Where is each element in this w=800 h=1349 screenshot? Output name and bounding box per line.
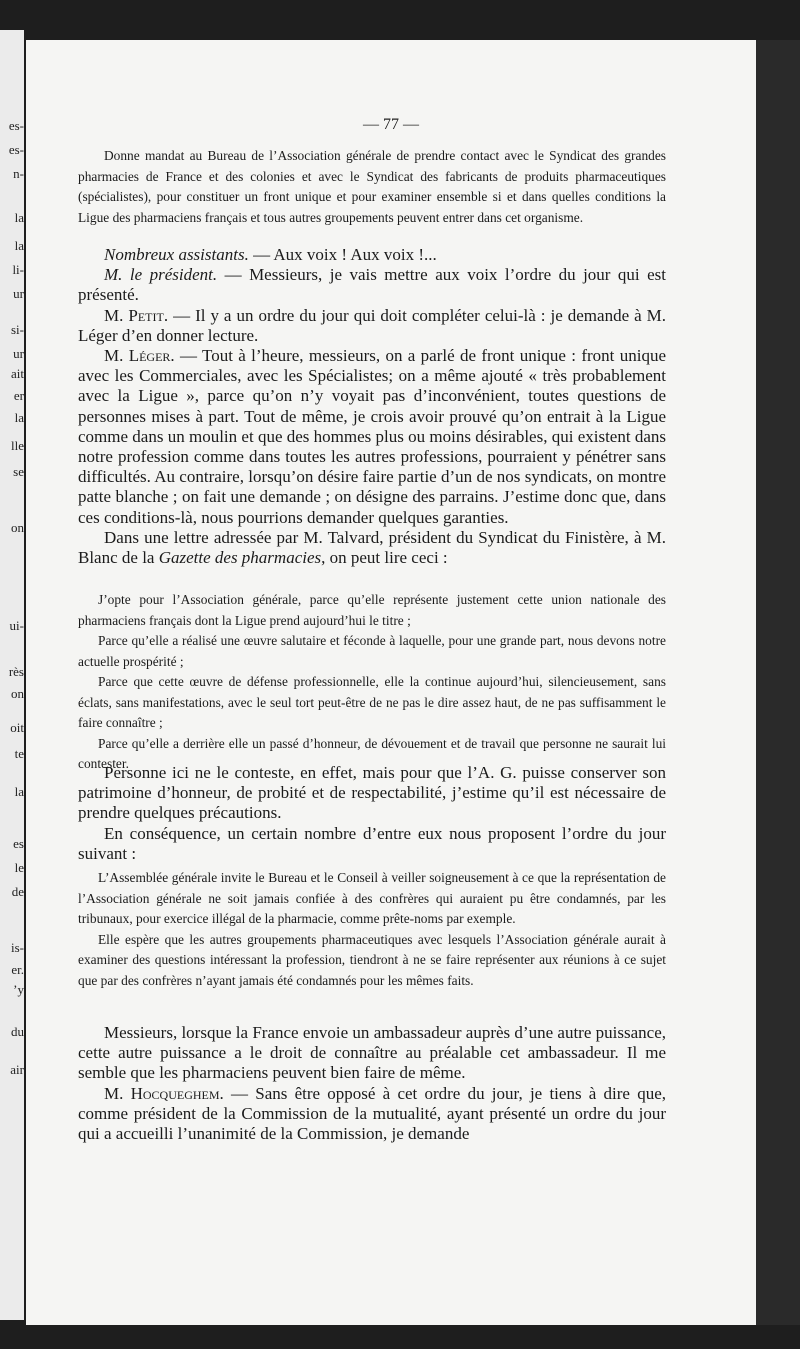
margin-fragment: es- (8, 118, 24, 133)
book-page (26, 40, 756, 1325)
letter-intro-text-a: Dans une lettre adressée par M. Talvard, président du Syndicat du Finistère, à M. Blanc de la (78, 527, 666, 568)
paragraph-petit (78, 306, 666, 346)
margin-fragment: li- (12, 262, 24, 277)
quote-letter-line: Parce que cette œuvre de défense professionnelle, elle la continue aujourd’hui, silencieusement, sans éclats, sans manifestations, avec le seul tort peut-être de ne pas le dire assez haut, de ne pas suffisamment le faire connaître ; (78, 674, 666, 730)
main-text-block-2 (78, 763, 666, 864)
paragraph-petit-text: — Il y a un ordre du jour qui doit compléter celui-là : je demande à M. Léger d’en donner lecture. (78, 305, 667, 345)
margin-fragment: la (14, 410, 24, 425)
margin-fragment: de (11, 884, 24, 899)
speaker-petit: Petit. (128, 305, 169, 325)
paragraph-consequence: En conséquence, un certain nombre d’entre eux nous proposent l’ordre du jour suivant : (78, 823, 666, 863)
margin-fragment: ui- (9, 618, 24, 633)
speaker-leger: Léger. (128, 346, 175, 366)
paragraph-conteste: Personne ici ne le conteste, en effet, mais pour que l’A. G. puisse conserver son patrimoine d’honneur, de probité et de respectabilité, j’estime qu’il est nécessaire de prendre quelques précautions. (78, 763, 666, 823)
margin-fragment: ur (13, 346, 24, 361)
margin-fragment: is- (11, 940, 24, 955)
quote-resolution-line: L’Assemblée générale invite le Bureau et le Conseil à veiller soigneusement à ce que la représentation de l’Association générale ne soit jamais confiée à des confrères qui auraient pu être condamnés, par les tribunaux, pour exercice illégal de la pharmacie, comme prête-noms par exemple. (78, 870, 666, 926)
paragraph-president-text: — Messieurs, je vais mettre aux voix l’ordre du jour qui est présenté. (78, 265, 666, 305)
margin-fragment: rès (8, 664, 24, 679)
paragraph-leger-text: — Tout à l’heure, messieurs, on a parlé de front unique : front unique avec les Commerciales, avec les Spécialistes; on a même ajouté « très probablement avec la Ligue », parce qu’on n’y voyait pas d’inconvénient, toutes questions de personnes mises à part. Tout de même, je crois avoir prouvé qu’on entrait à la Ligue comme dans un moulin et que des hommes plus ou moins désirables, qui existent dans notre profession comme dans toutes les autres professions, pourraient y pénétrer sans difficultés. Au contraire, lorsqu’on désire faire partie d’un de nos syndicats, on montre patte blanche ; on fait une demande ; on désigne des parrains. J’estime donc que, dans ces conditions-là, nous pourrions demander quelques garanties. (78, 346, 666, 527)
margin-fragment: la (14, 238, 24, 253)
margin-fragment: es- (8, 142, 24, 157)
quote-resolution-block (78, 868, 666, 991)
right-background (756, 40, 800, 1325)
paragraph-letter-intro (78, 528, 666, 568)
speaker-hocqueghem-prefix: M. (104, 1083, 124, 1103)
margin-fragment: er (13, 388, 24, 403)
margin-fragment: se (13, 464, 24, 479)
margin-fragment: air (10, 1062, 24, 1077)
quote-letter-line: Parce qu’elle a réalisé une œuvre salutaire et féconde à laquelle, pour une grande part, nous devons notre actuelle prospérité ; (78, 633, 666, 669)
paragraph-ambassadeur: Messieurs, lorsque la France envoie un ambassadeur auprès d’une autre puissance, cette autre puissance a le droit de connaître au préalable cet ambassadeur. Il me semble que les pharmaciens peuvent bien faire de même. (78, 1023, 666, 1083)
margin-fragment: ur (13, 286, 24, 301)
quote-resolution-line: Elle espère que les autres groupements pharmaceutiques avec lesquels l’Association générale aurait à examiner des questions intéressant la profession, tiendront à ne se faire représenter aux réunions à ce sujet que par des confrères n’ayant jamais été condamnés pour les mêmes faits. (78, 931, 666, 988)
margin-fragment: ait (11, 366, 24, 381)
margin-fragment: te (14, 746, 24, 761)
margin-fragment: lle (11, 438, 24, 453)
paragraph-hocqueghem (78, 1084, 666, 1145)
paragraph-assistants (78, 245, 666, 265)
gazette-title: Gazette des pharmacies (158, 548, 322, 568)
resolution-text-block (78, 146, 666, 228)
paragraph-hocqueghem-text: — Sans être opposé à cet ordre du jour, je tiens à dire que, comme président de la Commission de la mutualité, ayant présenté un ordre du jour qui a accueilli l’unanimité de la Commission, je demande (78, 1083, 666, 1144)
margin-fragment: er. (11, 962, 24, 977)
speaker-president: M. le président. (104, 265, 218, 285)
margin-fragment: le (14, 860, 24, 875)
margin-fragment: ’y (13, 982, 24, 997)
margin-fragment: es (13, 836, 24, 851)
main-text-block (78, 245, 666, 568)
speaker-assistants: Nombreux assistants. (104, 245, 249, 264)
speaker-hocqueghem: Hocqueghem. (130, 1083, 224, 1103)
paragraph-assistants-text: — Aux voix ! Aux voix !... (248, 245, 437, 264)
resolution-paragraph: Donne mandat au Bureau de l’Association générale de prendre contact avec le Syndicat des grandes pharmacies de France et des colonies et avec le Syndicat des fabricants de produits pharmaceutiques (spécialistes), pour constituer un front unique et pour examiner ensemble si et dans quelles conditions la Ligue des pharmaciens français et tous autres groupements peuvent entrer dans cet organisme. (78, 148, 666, 225)
margin-fragment: on (11, 520, 24, 535)
letter-intro-text-b: , on peut lire ceci : (321, 548, 448, 568)
margin-fragment: la (14, 210, 24, 225)
speaker-petit-prefix: M. (104, 305, 124, 325)
margin-fragment: on (11, 686, 24, 701)
quote-letter-line: Parce qu’elle a derrière elle un passé d’honneur, de dévouement et de travail que personne ne saurait lui contester. (78, 735, 666, 771)
paragraph-president (78, 265, 666, 305)
margin-fragment: oit (10, 720, 24, 735)
quote-letter-block (78, 590, 666, 775)
margin-fragment: si- (11, 322, 24, 337)
margin-fragment: la (14, 784, 24, 799)
quote-letter-line: J’opte pour l’Association générale, parce qu’elle représente justement cette union nationale des pharmaciens français dont la Ligue prend aujourd’hui le titre ; (78, 592, 666, 628)
margin-fragment: du (11, 1024, 24, 1039)
previous-page-edge (0, 30, 24, 1320)
speaker-leger-prefix: M. (104, 346, 124, 366)
page-number: — 77 — (363, 116, 419, 133)
main-text-block-3 (78, 1023, 666, 1144)
margin-fragment: n- (13, 166, 24, 181)
paragraph-leger (78, 346, 666, 528)
